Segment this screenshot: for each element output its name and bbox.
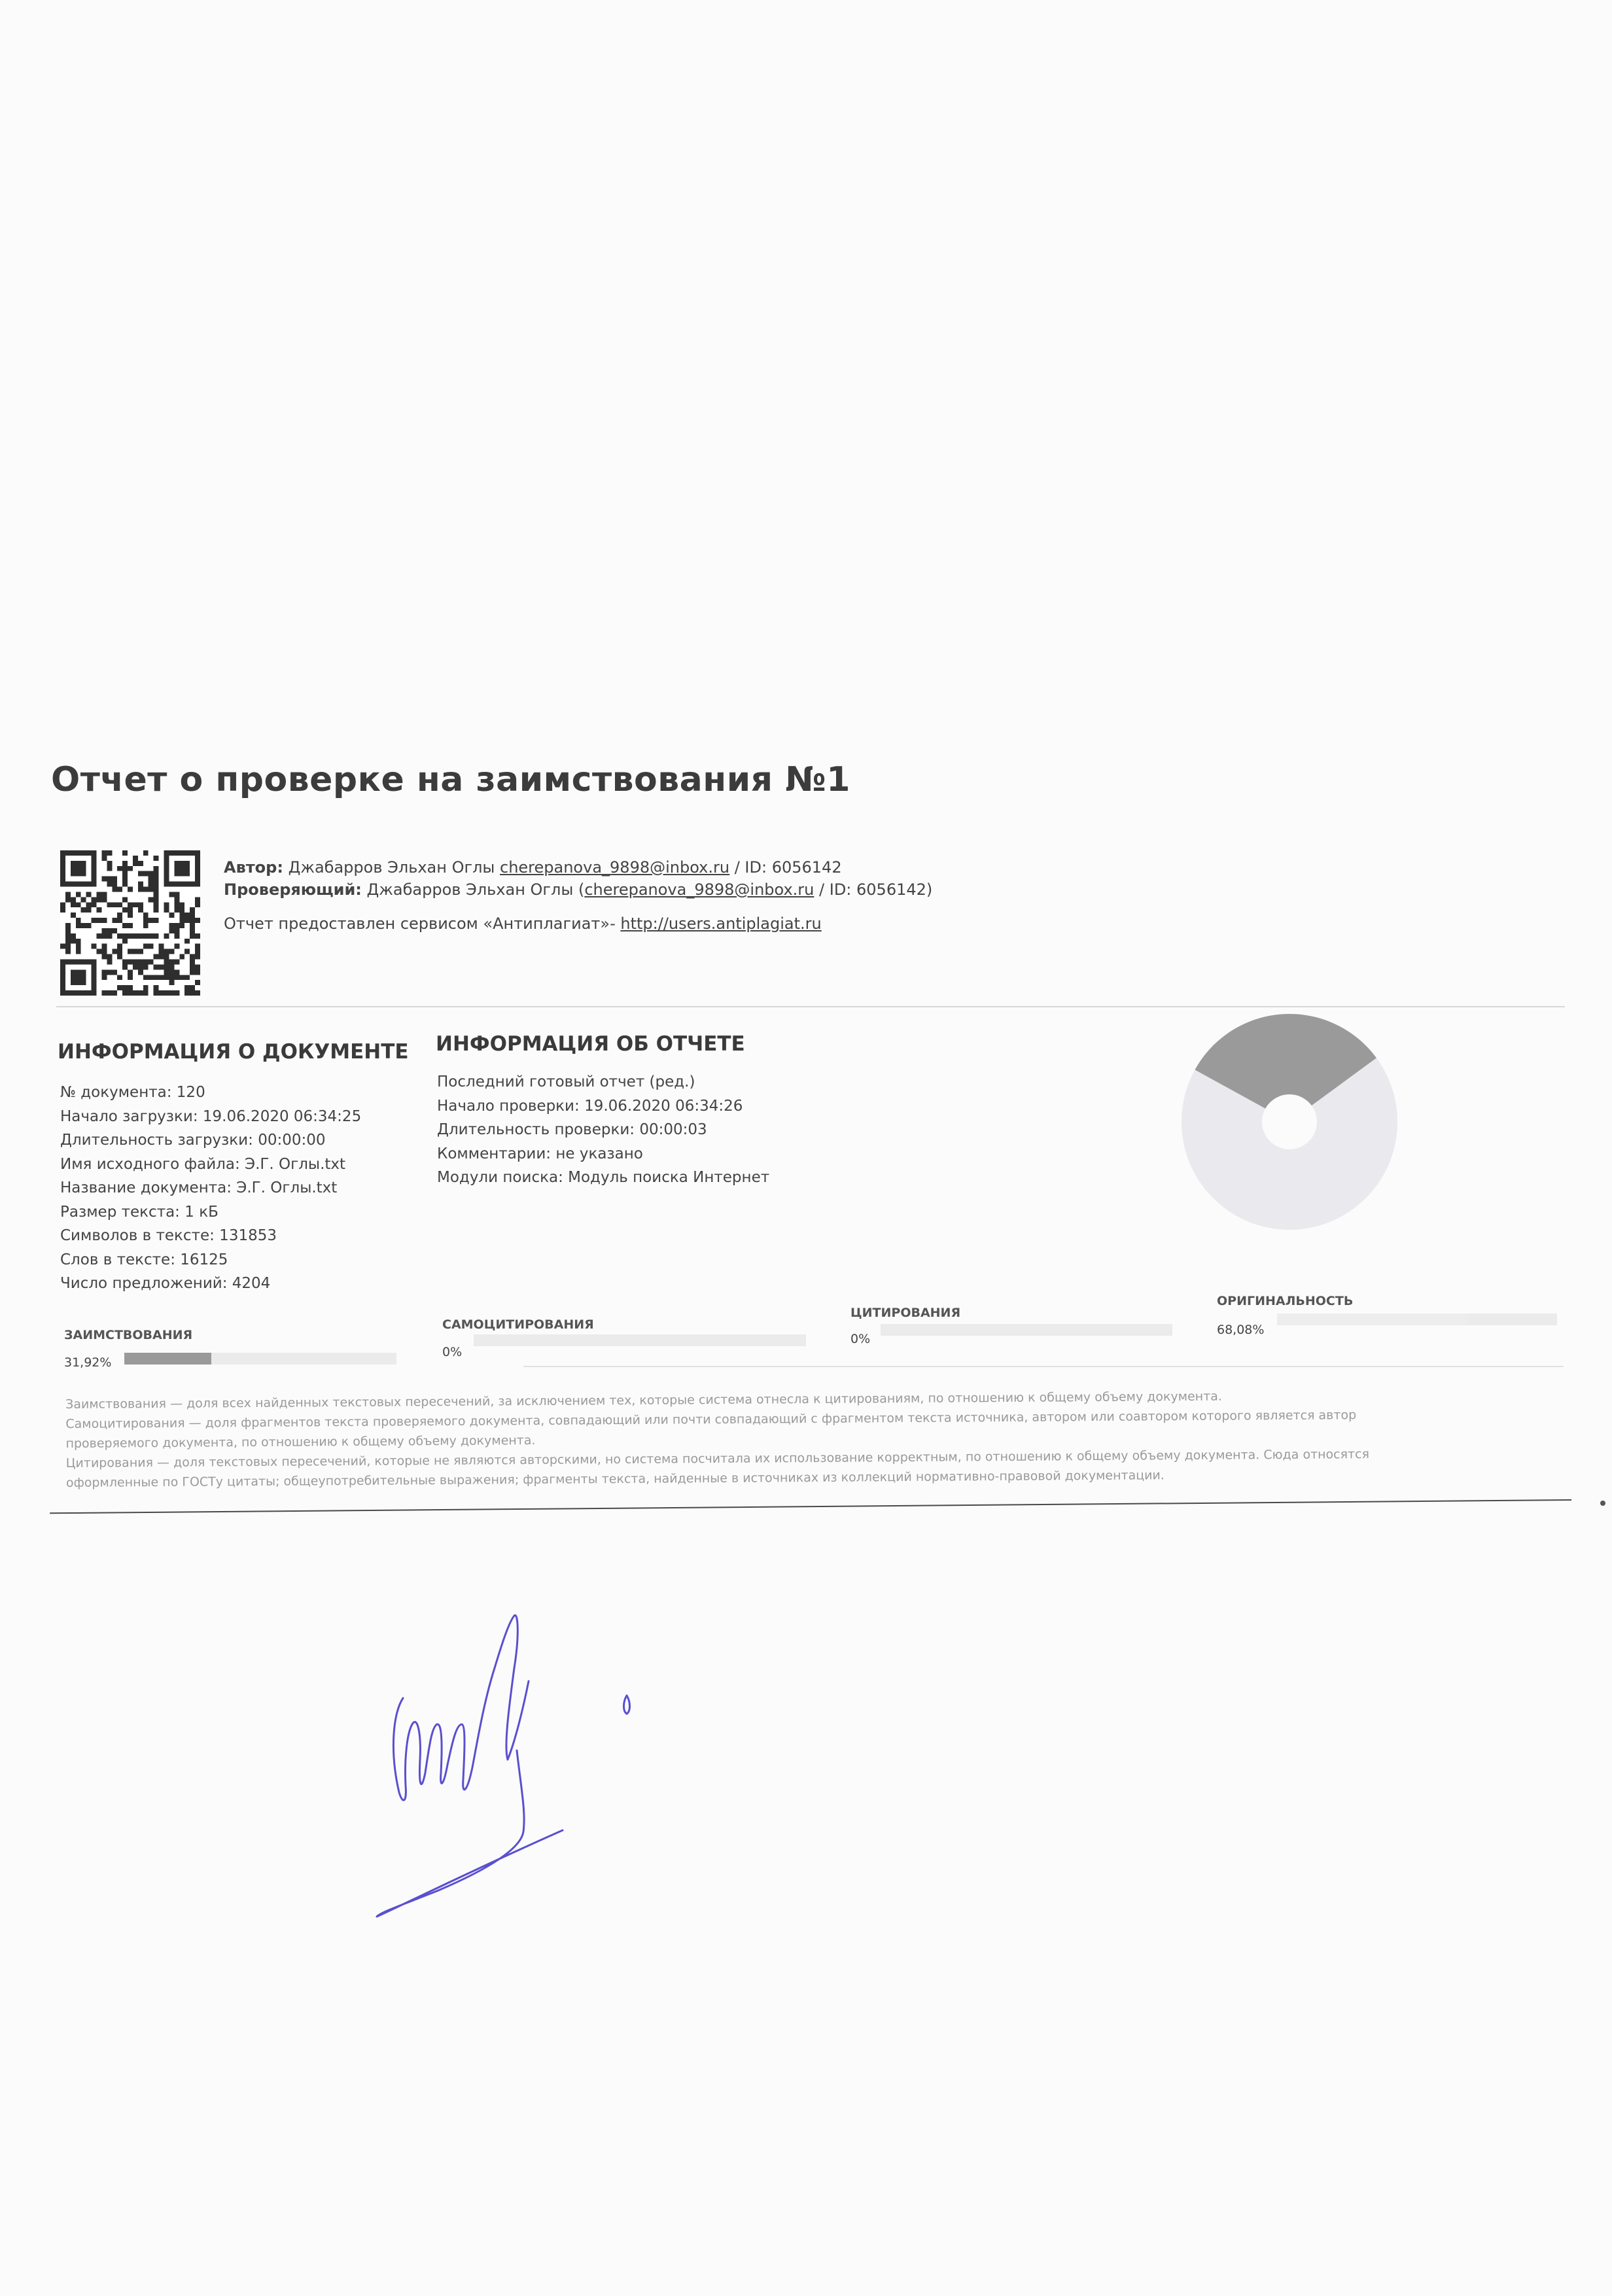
document-info-item: Размер текста: 1 кБ (60, 1203, 219, 1221)
stat-bar (474, 1334, 806, 1346)
stat-value: 68,08% (1217, 1323, 1265, 1337)
stat-value: 0% (442, 1345, 463, 1359)
stat-label: САМОЦИТИРОВАНИЯ (442, 1317, 594, 1332)
reviewer-email-link[interactable]: cherepanova_9898@inbox.ru (584, 880, 815, 899)
scan-dot (1600, 1501, 1605, 1506)
stat-bar-fill (124, 1353, 211, 1365)
report-info-item: Комментарии: не указано (437, 1145, 643, 1162)
stat-bar (124, 1353, 396, 1365)
report-info-heading: ИНФОРМАЦИЯ ОБ ОТЧЕТЕ (436, 1032, 745, 1056)
stat-label: ОРИГИНАЛЬНОСТЬ (1217, 1294, 1354, 1308)
glossary-line: проверяемого документа, по отношению к общему объему документа. (65, 1433, 536, 1451)
reviewer-id: / ID: 6056142) (819, 880, 933, 899)
glossary-line: Цитирования — доля текстовых пересечений, которые не являются авторскими, но система посчитала их использование корректным, по отношению к общему объему документа. Сюда относятся (65, 1447, 1370, 1470)
document-info-item: Начало загрузки: 19.06.2020 06:34:25 (60, 1107, 362, 1125)
document-info-item: Длительность загрузки: 00:00:00 (60, 1132, 326, 1149)
glossary-line: Заимствования — доля всех найденных текстовых пересечений, за исключением тех, которые система отнесла к цитированиям, по отношению к общему объему документа. (65, 1389, 1222, 1412)
author-email-link[interactable]: cherepanova_9898@inbox.ru (500, 858, 730, 877)
stat-bar (1277, 1313, 1557, 1325)
report-info-item: Последний готовый отчет (ред.) (437, 1073, 695, 1090)
document-info-list (60, 1081, 361, 1296)
document-info-item: Название документа: Э.Г. Оглы.txt (60, 1179, 338, 1196)
reviewer-name: Джабарров Эльхан Оглы ( (366, 880, 585, 899)
donut-hole (1262, 1094, 1317, 1149)
stat-label: ЗАИМСТВОВАНИЯ (64, 1328, 193, 1342)
stats-divider (523, 1366, 1564, 1367)
report-info-item: Модули поиска: Модуль поиска Интернет (437, 1169, 770, 1186)
author-line (224, 858, 842, 877)
author-label: Автор: (224, 858, 283, 877)
document-info-item: Слов в тексте: 16125 (60, 1251, 228, 1268)
document-info-item: № документа: 120 (60, 1084, 205, 1101)
provided-by-text: Отчет предоставлен сервисом «Антиплагиат»- (224, 914, 616, 933)
stat-label: ЦИТИРОВАНИЯ (850, 1306, 961, 1320)
stat-bar-fill (1277, 1313, 1467, 1325)
report-info-item: Начало проверки: 19.06.2020 06:34:26 (437, 1097, 743, 1115)
stat-value: 0% (850, 1332, 871, 1346)
document-info-item: Имя исходного файла: Э.Г. Оглы.txt (60, 1155, 346, 1173)
document-info-heading: ИНФОРМАЦИЯ О ДОКУМЕНТЕ (58, 1040, 409, 1064)
antiplagiat-link[interactable]: http://users.antiplagiat.ru (620, 914, 822, 933)
glossary (65, 1384, 1571, 1493)
report-info-item: Длительность проверки: 00:00:03 (437, 1121, 707, 1138)
stat-borrowings (64, 1328, 192, 1342)
stat-bar (881, 1324, 1172, 1336)
provided-by-line (224, 914, 822, 933)
handwritten-signature (366, 1596, 654, 1936)
reviewer-label: Проверяющий: (224, 880, 362, 899)
report-info-list (437, 1070, 769, 1190)
document-info-item: Символов в тексте: 131853 (60, 1227, 277, 1244)
page-bottom-rule (50, 1499, 1571, 1514)
originality-donut-chart (1175, 1007, 1404, 1236)
qr-code-icon (60, 850, 200, 996)
glossary-line: Самоцитирования — доля фрагментов текста проверяемого документа, совпадающий или почти совпадающий с фрагментом текста источника, автором или соавтором которого является автор (65, 1408, 1357, 1431)
author-name: Джабарров Эльхан Оглы (288, 858, 495, 877)
reviewer-line (224, 880, 932, 899)
author-id: / ID: 6056142 (734, 858, 842, 877)
document-info-item: Число предложений: 4204 (60, 1275, 271, 1292)
glossary-line: оформленные по ГОСТу цитаты; общеупотребительные выражения; фрагменты текста, найденные в источниках из коллекций нормативно-правовой документации. (65, 1468, 1165, 1490)
stat-value: 31,92% (64, 1355, 112, 1370)
report-title: Отчет о проверке на заимствования №1 (51, 760, 850, 799)
